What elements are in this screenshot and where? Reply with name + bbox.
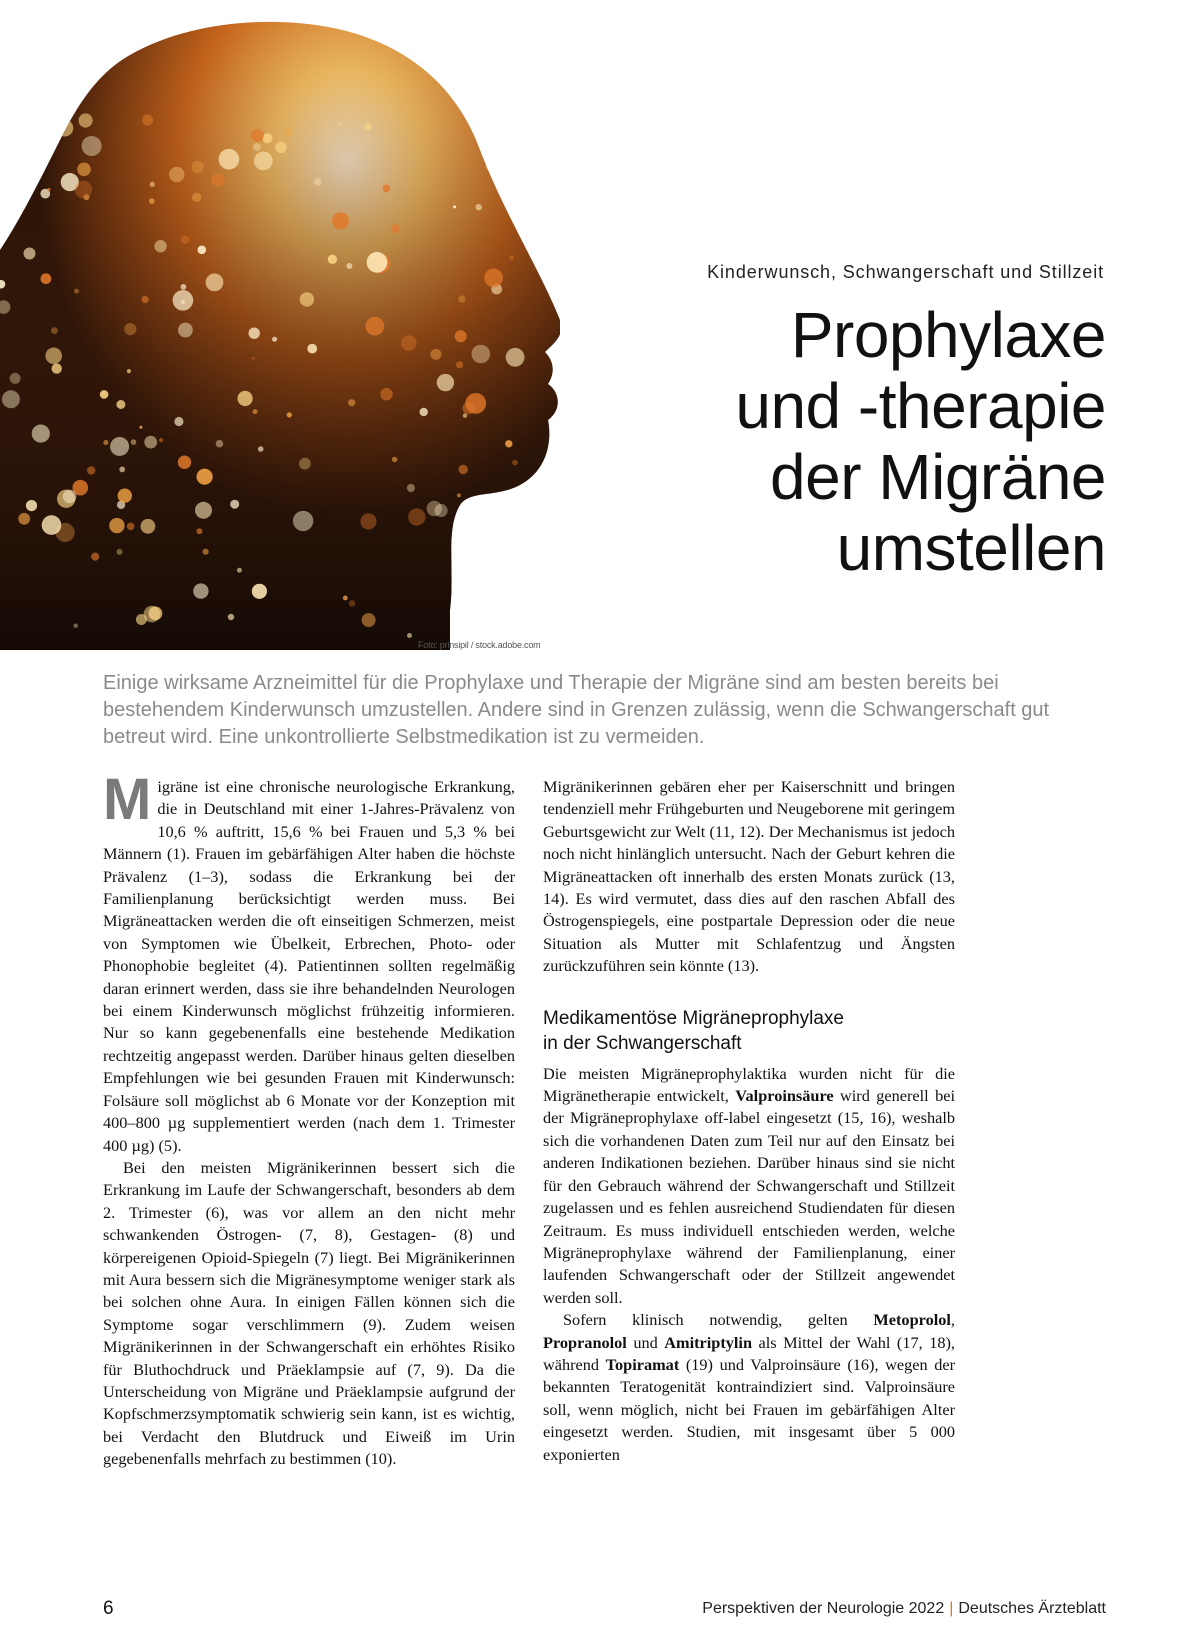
- bokeh-light: [181, 284, 187, 290]
- photo-credit: Foto: prinsipil / stock.adobe.com: [418, 640, 541, 650]
- bokeh-light: [300, 292, 314, 306]
- section-heading: [543, 1006, 955, 1056]
- bokeh-light: [367, 252, 388, 273]
- bokeh-light: [154, 240, 166, 252]
- bokeh-light: [458, 295, 465, 302]
- bokeh-light: [149, 198, 155, 204]
- bokeh-light: [293, 511, 313, 531]
- bokeh-light: [431, 349, 442, 360]
- body-paragraph: Bei den meisten Migränikerinnen bessert sich die Erkrankung im Laufe der Schwangerschaft, besonders ab dem 2. Trimester (6), was vor allem an den nicht mehr schwankenden Östrogen- (7, 8), Gestagen- (8) und körpereigenen Opioid-Spiegeln (7) liegt. Bei Migränikerinnen mit Aura bessern sich die Migränesymptome weniger stark als bei solchen ohne Aura. In einigen Fällen können sich die Symptome sogar verschlimmern (9). Zudem weisen Migränikerinnen in der Schwangerschaft ein erhöhtes Risiko für Bluthochdruck und Präeklampsie auf (7, 9). Da die Unterscheidung von Migräne und Präeklampsie aufgrund der Kopfschmerzsymptomatik schwierig sein kann, ist es wichtig, bei Verdacht den Blutdruck und Eiweiß im Urin gegebenenfalls mehrfach zu bestimmen (10).: [103, 1157, 515, 1469]
- drug-name: Metoprolol: [873, 1310, 951, 1330]
- bokeh-light: [427, 501, 442, 516]
- bokeh-light: [150, 182, 155, 187]
- bokeh-light: [26, 500, 37, 511]
- bokeh-light: [263, 133, 273, 143]
- bokeh-light: [159, 438, 163, 442]
- bokeh-light: [392, 457, 397, 462]
- bokeh-light: [391, 224, 400, 233]
- bokeh-light: [195, 502, 212, 519]
- bokeh-light: [275, 142, 286, 153]
- bokeh-light: [32, 425, 50, 443]
- bokeh-light: [131, 439, 137, 445]
- bokeh-light: [307, 344, 317, 354]
- bokeh-light: [142, 296, 149, 303]
- bokeh-light: [87, 466, 95, 474]
- bokeh-light: [144, 436, 157, 449]
- bokeh-light: [174, 417, 183, 426]
- bokeh-light: [127, 369, 131, 373]
- bokeh-light: [110, 437, 129, 456]
- paragraph-text: igräne ist eine chronische neurologische Erkrankung, die in Deutschland mit einer 1-Jahres-Prävalenz von 10,6 % auftritt, 15,6 % bei Frauen und 5,3 % bei Männern (1). Frauen im gebärfähigen Alter haben die höchste Prävalenz (1–3), sodass die Erkrankung bei der Familienplanung berücksichtigt werden muss. Bei Migräneattacken werden die oft einseitigen Schmerzen, meist von Symptomen wie Übelkeit, Erbrechen, Photo- oder Phonophobie begleitet (4). Patientinnen sollten regelmäßig daran erinnert werden, dass sie ihre behandelnden Neurologen bei einem Kinderwunsch möglichst frühzeitig informieren. Nur so kann gegebenenfalls eine bestehende Medikation rechtzeitig angepasst werden. Darüber hinaus gelten dieselben Empfehlungen wie bei gesunden Frauen mit Kinderwunsch: Folsäure soll möglichst ab 6 Monate vor der Konzeption mit 400–800 µg supplementiert werden (nach dem 1. Trimester 400 µg) (5).: [103, 777, 515, 1155]
- bokeh-light: [82, 136, 102, 156]
- bokeh-light: [77, 163, 91, 177]
- bokeh-light: [116, 400, 125, 409]
- bokeh-light: [459, 465, 468, 474]
- page-number: 6: [103, 1598, 114, 1619]
- bokeh-light: [456, 361, 463, 368]
- bokeh-light: [192, 193, 201, 202]
- bokeh-light: [109, 518, 124, 533]
- bokeh-light: [463, 402, 475, 414]
- bokeh-light: [193, 583, 208, 598]
- title-line: der Migräne: [770, 441, 1106, 513]
- bokeh-light: [198, 246, 207, 255]
- bokeh-light: [74, 289, 79, 294]
- bokeh-light: [139, 426, 142, 429]
- bokeh-light: [196, 528, 202, 534]
- body-column-left: [103, 767, 515, 1471]
- bokeh-light: [47, 188, 50, 191]
- bokeh-light: [24, 248, 36, 260]
- bokeh-light: [339, 122, 342, 125]
- bokeh-light: [178, 456, 191, 469]
- bokeh-light: [117, 549, 123, 555]
- bokeh-light: [45, 348, 62, 365]
- bokeh-light: [100, 390, 109, 399]
- woman-profile-silhouette-image: [0, 0, 560, 650]
- bokeh-light: [362, 613, 376, 627]
- body-column-right: [543, 776, 955, 1466]
- article-kicker: Kinderwunsch, Schwangerschaft und Stillzeit: [707, 262, 1104, 282]
- bokeh-light: [512, 460, 518, 466]
- drug-name: Topiramat: [605, 1354, 680, 1374]
- bokeh-light: [284, 128, 293, 137]
- bokeh-light: [230, 500, 239, 509]
- bokeh-light: [192, 161, 204, 173]
- text-run: wird generell bei der Migräneprophylaxe off-label eingesetzt (15, 16), weshalb sich die vorhandenen Daten zum Teil nur auf den Einsatz bei anderen Indikationen beziehen. Darüber hinaus sind sie nicht für den Gebrauch während der Schwangerschaft und Stillzeit zugelassen und es fehlen ausreichend Studiendaten für diesen Zeitraum. Es muss individuell entschieden werden, welche Migräneprophylaxe während der Familienplanung, einer laufenden Schwangerschaft oder der Stillzeit angewendet werden soll.: [543, 1086, 955, 1307]
- bokeh-light: [453, 205, 456, 208]
- bokeh-light: [343, 596, 348, 601]
- bokeh-light: [18, 513, 30, 525]
- bokeh-light: [51, 327, 58, 334]
- text-run: und: [633, 1332, 658, 1352]
- drug-name: Amitriptylin: [664, 1332, 753, 1352]
- bokeh-light: [252, 584, 267, 599]
- bokeh-light: [10, 373, 21, 384]
- bokeh-light: [74, 624, 78, 628]
- bokeh-light: [118, 489, 132, 503]
- body-paragraph: [543, 1063, 955, 1309]
- bokeh-light: [124, 323, 136, 335]
- bokeh-light: [252, 357, 255, 360]
- text-run: Die meisten Migräneprophylaktika wurden nicht für die Migränetherapie entwickelt,: [543, 1063, 955, 1106]
- bokeh-light: [287, 412, 292, 417]
- drug-name: Propranolol: [543, 1332, 627, 1352]
- bokeh-light: [332, 212, 349, 229]
- bokeh-light: [237, 568, 242, 573]
- bokeh-light: [103, 440, 108, 445]
- bokeh-light: [211, 173, 224, 186]
- bokeh-light: [383, 185, 391, 193]
- article-title: [546, 300, 1106, 584]
- body-paragraph: Migränikerinnen gebären eher per Kaiserschnitt und bringen tendenziell mehr Frühgeburten und Neugeborene mit geringem Geburtsgewicht zur Welt (11, 12). Der Mechanismus ist jedoch noch nicht hinlänglich untersucht. Nach der Geburt kehren die Migräneattacken oft innerhalb des ersten Monats zurück (13, 14). Es wird vermutet, dass dies auf den raschen Abfall des Östrogenspiegels, eine postpartale Depression oder die neue Situation als Mutter mit Schlafentzug und Ängsten zurückzuführen sein könnte (13).: [543, 777, 955, 976]
- bokeh-light: [197, 469, 213, 485]
- bokeh-light: [437, 374, 454, 391]
- bokeh-light: [2, 390, 20, 408]
- bokeh-light: [258, 446, 264, 452]
- bokeh-light: [136, 614, 147, 625]
- text-run: (19) und Valproinsäure (16), wegen der bekannten Teratogenität kontraindiziert sind. Valproinsäure soll, wenn möglich, nicht bei Frauen im gebärfähigen Alter eingesetzt werden. Studien, mit insgesamt über 5 000 exponierten: [543, 1354, 955, 1464]
- body-paragraph: [103, 767, 515, 1157]
- heading-line: in der Schwangerschaft: [543, 1032, 742, 1054]
- bokeh-light: [463, 413, 468, 418]
- bokeh-light: [142, 114, 153, 125]
- bokeh-light: [346, 263, 352, 269]
- bokeh-light: [178, 323, 193, 338]
- bokeh-light: [253, 143, 261, 151]
- bokeh-light: [141, 519, 156, 534]
- title-line: Prophylaxe: [790, 299, 1106, 371]
- bokeh-light: [203, 549, 209, 555]
- bokeh-light: [407, 484, 415, 492]
- bokeh-light: [366, 317, 385, 336]
- bokeh-light: [253, 409, 258, 414]
- bokeh-light: [216, 440, 224, 448]
- hero-image: [0, 0, 560, 650]
- bokeh-light: [364, 123, 371, 130]
- bokeh-light: [455, 330, 467, 342]
- publisher-name: Deutsches Ärzteblatt: [958, 1600, 1106, 1617]
- publication-footer: [702, 1600, 1106, 1618]
- bokeh-light: [181, 236, 189, 244]
- bokeh-light: [401, 335, 417, 351]
- footer-separator: |: [949, 1600, 954, 1617]
- bokeh-light: [299, 458, 311, 470]
- bokeh-light: [505, 440, 512, 447]
- bokeh-light: [249, 328, 260, 339]
- text-run: Sofern klinisch notwendig, gelten: [563, 1310, 848, 1330]
- drug-name: Valproinsäure: [735, 1086, 834, 1106]
- bokeh-light: [476, 204, 482, 210]
- bokeh-light: [206, 274, 224, 292]
- drop-cap: M: [103, 767, 152, 832]
- bokeh-light: [52, 363, 62, 373]
- bokeh-light: [472, 345, 491, 364]
- bokeh-light: [41, 273, 52, 284]
- text-run: ,: [950, 1310, 955, 1330]
- bokeh-light: [457, 493, 461, 497]
- bokeh-light: [42, 515, 62, 535]
- bokeh-light: [360, 513, 376, 529]
- bokeh-light: [484, 269, 503, 288]
- bokeh-light: [407, 633, 412, 638]
- bokeh-light: [349, 600, 355, 606]
- bokeh-light: [79, 113, 93, 127]
- bokeh-light: [380, 388, 392, 400]
- bokeh-light: [228, 614, 234, 620]
- bokeh-light: [75, 181, 93, 199]
- bokeh-light: [506, 348, 525, 367]
- bokeh-light: [119, 467, 125, 473]
- journal-name: Perspektiven der Neurologie 2022: [702, 1600, 945, 1617]
- bokeh-light: [314, 178, 322, 186]
- bokeh-light: [510, 256, 514, 260]
- bokeh-light: [169, 167, 184, 182]
- bokeh-light: [91, 553, 99, 561]
- bokeh-light: [251, 129, 264, 142]
- body-paragraph: [543, 1309, 955, 1466]
- bokeh-light: [63, 490, 77, 504]
- article-lead: Einige wirksame Arzneimittel für die Prophylaxe und Therapie der Migräne sind am besten bereits bei bestehendem Kinderwunsch umzustellen. Andere sind in Grenzen zulässig, wenn die Schwangerschaft gut betreut wird. Eine unkontrollierte Selbstmedikation ist zu vermeiden.: [103, 672, 1050, 748]
- heading-line: Medikamentöse Migräneprophylaxe: [543, 1007, 844, 1029]
- bokeh-light: [328, 255, 337, 264]
- bokeh-light: [420, 408, 428, 416]
- bokeh-light: [254, 152, 273, 171]
- bokeh-light: [219, 149, 240, 170]
- text-run: als Mittel der Wahl (17, 18), während: [543, 1332, 955, 1374]
- bokeh-light: [173, 290, 194, 311]
- bokeh-light: [272, 337, 277, 342]
- bokeh-light: [348, 399, 355, 406]
- bokeh-light: [408, 508, 425, 525]
- bokeh-light: [238, 391, 253, 406]
- title-line: umstellen: [836, 512, 1106, 584]
- bokeh-light: [127, 523, 135, 531]
- title-line: und -therapie: [735, 370, 1106, 442]
